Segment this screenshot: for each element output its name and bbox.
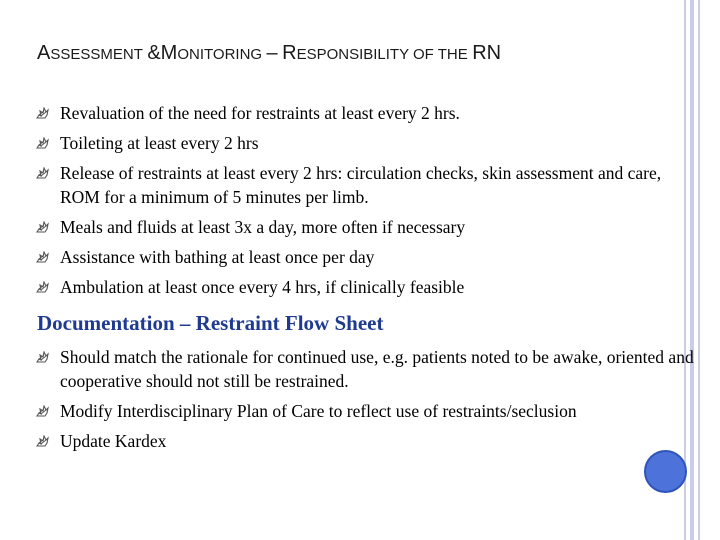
list-item xyxy=(36,215,694,239)
bullet-glyph-icon xyxy=(36,167,49,179)
list-item-text: Ambulation at least once every 4 hrs, if clinically feasible xyxy=(60,277,465,297)
bullet-glyph-icon xyxy=(36,405,49,417)
list-item-text: Revaluation of the need for restraints at least every 2 hrs. xyxy=(60,103,460,123)
list-item-text: Toileting at least every 2 hrs xyxy=(60,133,259,153)
list-item-text: Update Kardex xyxy=(60,431,167,451)
list-item-text: Meals and fluids at least 3x a day, more often if necessary xyxy=(60,217,466,237)
slide-number-circle xyxy=(644,450,687,493)
bullet-glyph-icon xyxy=(36,281,49,293)
list-item-text: Should match the rationale for continued use, e.g. patients noted to be awake, oriented and cooperative should not still be restrained. xyxy=(60,347,694,391)
list-item xyxy=(36,275,694,299)
assessment-list xyxy=(36,101,694,305)
bullet-glyph-icon xyxy=(36,435,49,447)
bullet-glyph-icon xyxy=(36,107,49,119)
slide-title: ASSESSMENT &MONITORING – RESPONSIBILITY OF THE RN xyxy=(37,42,502,64)
list-item xyxy=(36,345,694,393)
list-item xyxy=(36,399,694,423)
list-item xyxy=(36,131,694,155)
border-band xyxy=(704,0,720,540)
documentation-list xyxy=(36,345,694,459)
bullet-glyph-icon xyxy=(36,351,49,363)
bullet-glyph-icon xyxy=(36,137,49,149)
list-item xyxy=(36,101,694,125)
list-item xyxy=(36,245,694,269)
border-band xyxy=(698,0,700,540)
list-item-text: Assistance with bathing at least once per day xyxy=(60,247,375,267)
list-item-text: Release of restraints at least every 2 hrs: circulation checks, skin assessment and care, ROM for a minimum of 5 minutes per limb. xyxy=(60,163,662,207)
list-item xyxy=(36,429,694,453)
bullet-glyph-icon xyxy=(36,221,49,233)
list-item-text: Modify Interdisciplinary Plan of Care to reflect use of restraints/seclusion xyxy=(60,401,577,421)
documentation-heading: Documentation – Restraint Flow Sheet xyxy=(37,311,384,335)
list-item xyxy=(36,161,694,209)
bullet-glyph-icon xyxy=(36,251,49,263)
